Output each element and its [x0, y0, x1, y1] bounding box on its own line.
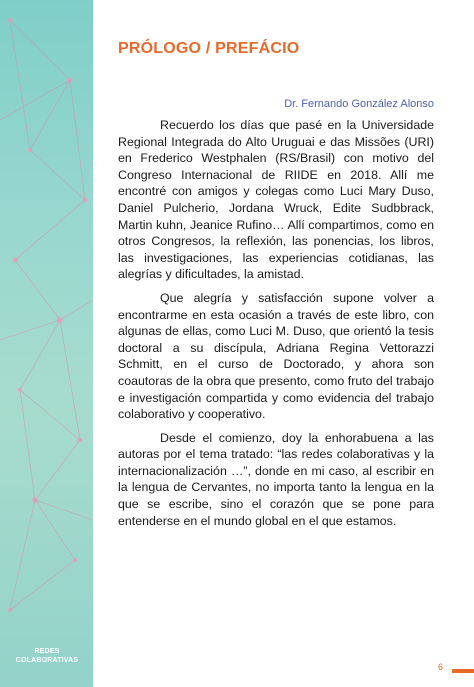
- decorative-sidebar: [0, 0, 93, 687]
- paragraph: Desde el comienzo, doy la enhorabuena a las autoras por el tema tratado: “las redes colaborativas y la internacionalización …”, donde en mi caso, al escribir en la lengua de Cervantes, no importa tanto la lengua en la que se escribe, sino el corazón que se pone para entenderse en el mundo global en el que estamos.: [118, 430, 434, 528]
- author-name: Dr. Fernando González Alonso: [284, 98, 434, 110]
- sidebar-label-line1: REDES: [34, 648, 60, 655]
- page-number: 6: [438, 662, 444, 672]
- page-number-bar: [452, 669, 474, 673]
- page-title: PRÓLOGO / PREFÁCIO: [118, 40, 300, 57]
- sidebar-label-line2: COLABORATIVAS: [15, 657, 79, 664]
- body-text: [118, 117, 434, 536]
- network-pattern-graphic: [0, 0, 93, 687]
- sidebar-label: [4, 647, 90, 665]
- paragraph: Que alegría y satisfacción supone volver a encontrarme en esta ocasión a través de este libro, con algunas de ellas, como Luci M. Duso, que orientó la tesis doctoral a su discípula, Adriana Regina Vettorazzi Schmitt, en el curso de Doctorado, y ahora son coautoras de la obra que presento, como fruto del trabajo e investigación compartida y como evidencia del trabajo colaborativo y cooperativo.: [118, 290, 434, 422]
- paragraph: Recuerdo los días que pasé en la Universidade Regional Integrada do Alto Uruguai e das Missões (URI) en Frederico Westphalen (RS/Brasil) con motivo del Congreso Internacional de RIIDE en 2018. Allí me encontré con amigos y colegas como Luci Mary Duso, Daniel Pulcherio, Jordana Wruck, Edite Sudbbrack, Martin kuhn, Jeanice Rufino… Allí compartimos, como en otros Congresos, la reflexión, las ponencias, los libros, las investigaciones, las experiencias cotidianas, las alegrías y dificultades, la amistad.: [118, 118, 434, 282]
